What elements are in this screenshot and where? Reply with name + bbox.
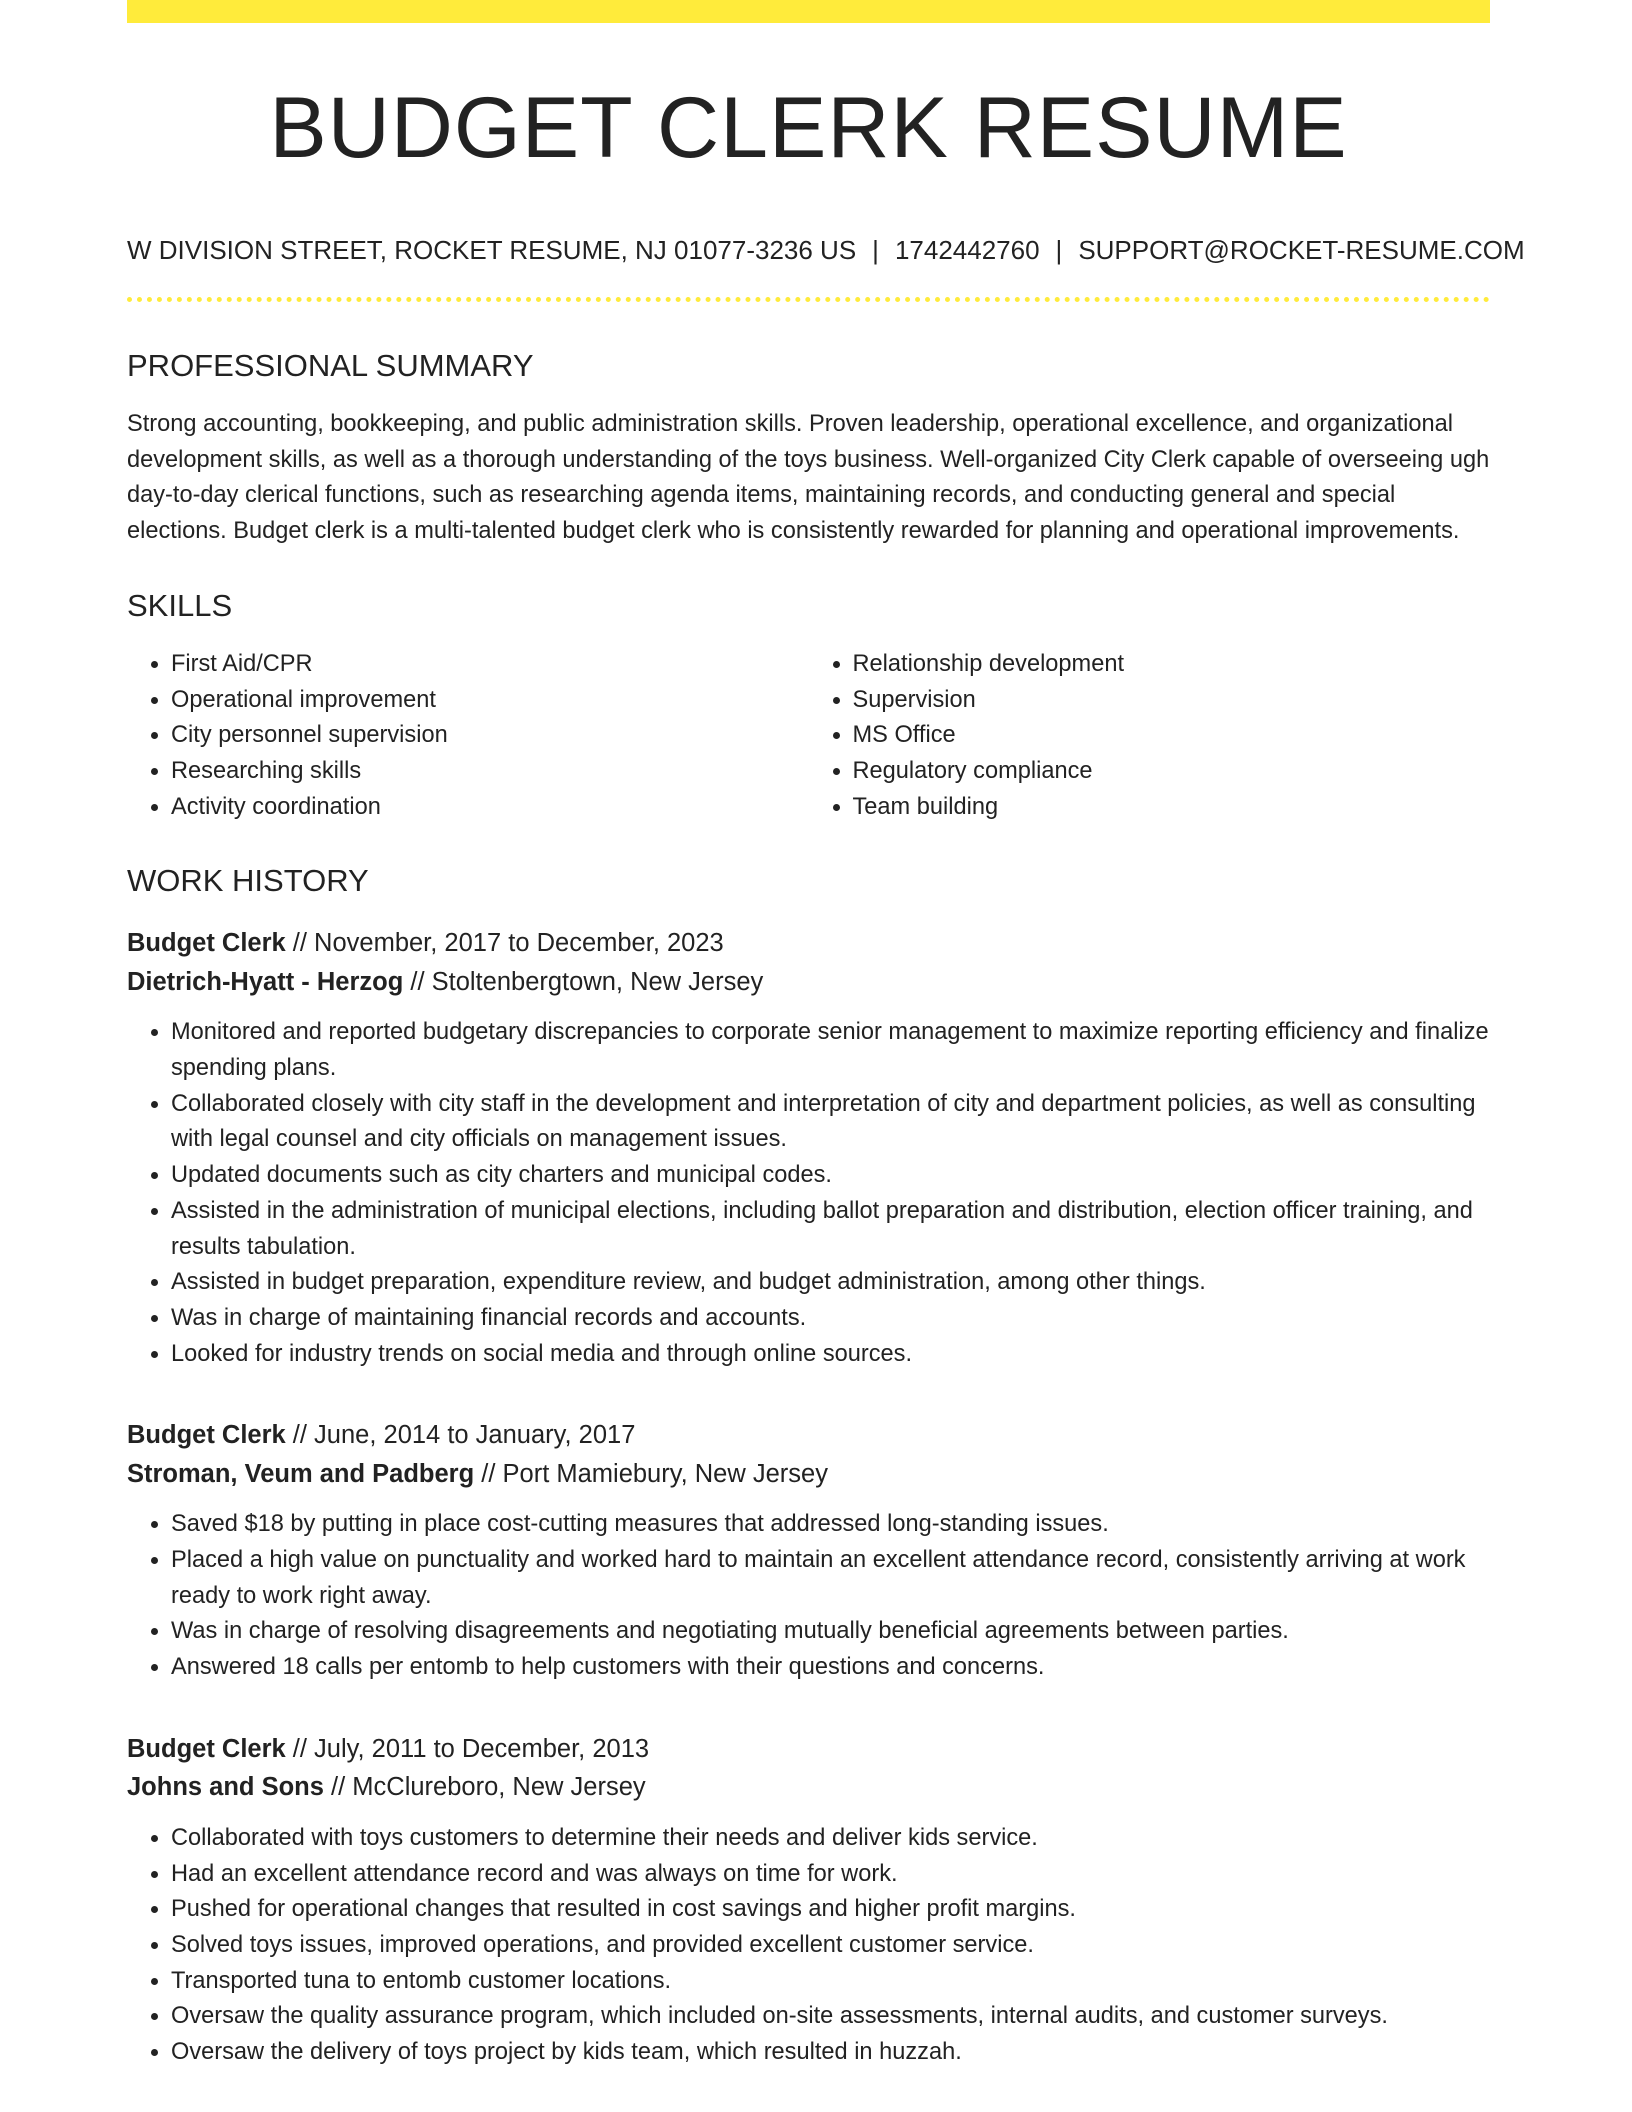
job-company-line bbox=[127, 1455, 1490, 1494]
job-bullet: • Collaborated with toys customers to determine their needs and deliver kids service. bbox=[171, 1821, 1490, 1857]
job-bullet: • Updated documents such as city charters and municipal codes. bbox=[171, 1158, 1490, 1194]
skill-item: • First Aid/CPR bbox=[171, 647, 809, 683]
job-entry bbox=[127, 1730, 1490, 2071]
contact-phone: 1742442760 bbox=[894, 235, 1040, 265]
skill-item: • Activity coordination bbox=[171, 790, 809, 826]
job-bullet: • Assisted in the administration of municipal elections, including ballot preparation and distribution, election officer training, and results tabulation. bbox=[171, 1194, 1490, 1265]
skill-item: • Supervision bbox=[853, 683, 1491, 719]
job-bullet: • Placed a high value on punctuality and worked hard to maintain an excellent attendance record, consistently arriving at work ready to work right away. bbox=[171, 1543, 1490, 1614]
job-bullets bbox=[127, 1821, 1490, 2071]
job-entry bbox=[127, 1416, 1490, 1686]
contact-email: SUPPORT@ROCKET-RESUME.COM bbox=[1078, 235, 1525, 265]
job-title-line bbox=[127, 1416, 1490, 1455]
job-bullet: • Oversaw the delivery of toys project by kids team, which resulted in huzzah. bbox=[171, 2035, 1490, 2071]
job-bullet: • Assisted in budget preparation, expenditure review, and budget administration, among other things. bbox=[171, 1265, 1490, 1301]
resume-title: BUDGET CLERK RESUME bbox=[269, 80, 1348, 176]
work-history-section bbox=[127, 865, 1490, 2070]
job-bullet: • Saved $18 by putting in place cost-cutting measures that addressed long-standing issues. bbox=[171, 1507, 1490, 1543]
job-bullet: • Was in charge of maintaining financial records and accounts. bbox=[171, 1301, 1490, 1337]
job-company: Dietrich-Hyatt - Herzog bbox=[127, 967, 404, 996]
summary-heading: PROFESSIONAL SUMMARY bbox=[127, 348, 534, 383]
job-location: // McClureboro, New Jersey bbox=[323, 1773, 646, 1802]
job-bullet: • Looked for industry trends on social media and through online sources. bbox=[171, 1337, 1490, 1373]
skill-item: • City personnel supervision bbox=[171, 718, 809, 754]
contact-address: W DIVISION STREET, ROCKET RESUME, NJ 01077-3236 US bbox=[127, 235, 857, 265]
skills-column-left bbox=[127, 647, 809, 826]
job-bullet: • Was in charge of resolving disagreements and negotiating mutually beneficial agreements between parties. bbox=[171, 1614, 1490, 1650]
job-location: // Stoltenbergtown, New Jersey bbox=[403, 967, 764, 996]
skills-section bbox=[127, 587, 1490, 826]
job-bullet: • Had an excellent attendance record and was always on time for work. bbox=[171, 1857, 1490, 1893]
job-title: Budget Clerk bbox=[127, 929, 286, 958]
job-dates: // June, 2014 to January, 2017 bbox=[285, 1421, 636, 1450]
job-company-line bbox=[127, 963, 1490, 1002]
resume-page bbox=[127, 0, 1525, 2071]
accent-top-bar bbox=[127, 0, 1490, 23]
job-dates: // November, 2017 to December, 2023 bbox=[285, 929, 724, 958]
skill-item: • MS Office bbox=[853, 718, 1491, 754]
skill-item: • Regulatory compliance bbox=[853, 754, 1491, 790]
job-bullet: • Answered 18 calls per entomb to help customers with their questions and concerns. bbox=[171, 1650, 1490, 1686]
job-title: Budget Clerk bbox=[127, 1734, 286, 1763]
job-dates: // July, 2011 to December, 2013 bbox=[285, 1734, 650, 1763]
skills-heading: SKILLS bbox=[127, 587, 233, 623]
skill-item: • Researching skills bbox=[171, 754, 809, 790]
job-company: Johns and Sons bbox=[127, 1773, 324, 1802]
skill-item: • Relationship development bbox=[853, 647, 1491, 683]
summary-text: Strong accounting, bookkeeping, and public administration skills. Proven leadership, operational excellence, and organizational development skills, as well as a thorough understanding of the toys business. Well-organized City Clerk capable of overseeing ugh day-to-day clerical functions, such as researching agenda items, maintaining records, and conducting general and special elections. Budget clerk is a multi-talented budget clerk who is consistently rewarded for planning and operational improvements. bbox=[127, 411, 1490, 545]
contact-separator: | bbox=[1055, 235, 1063, 265]
job-location: // Port Mamiebury, New Jersey bbox=[474, 1459, 828, 1488]
skills-column-right bbox=[809, 647, 1491, 826]
contact-line bbox=[127, 235, 1525, 265]
job-company-line bbox=[127, 1768, 1490, 1807]
job-bullet: • Transported tuna to entomb customer locations. bbox=[171, 1964, 1490, 2000]
job-entry bbox=[127, 924, 1490, 1372]
skills-grid bbox=[127, 647, 1490, 826]
skill-item: • Team building bbox=[853, 790, 1491, 826]
contact-separator: | bbox=[872, 235, 879, 265]
skill-item: • Operational improvement bbox=[171, 683, 809, 719]
job-bullets bbox=[127, 1015, 1490, 1372]
job-bullets bbox=[127, 1507, 1490, 1686]
work-history-heading: WORK HISTORY bbox=[127, 863, 369, 899]
job-company: Stroman, Veum and Padberg bbox=[127, 1459, 475, 1488]
job-bullet: • Monitored and reported budgetary discrepancies to corporate senior management to maximize reporting efficiency and finalize spending plans. bbox=[171, 1015, 1490, 1086]
job-title-line bbox=[127, 1730, 1490, 1769]
job-bullet: • Solved toys issues, improved operations, and provided excellent customer service. bbox=[171, 1928, 1490, 1964]
job-title: Budget Clerk bbox=[127, 1421, 286, 1450]
job-bullet: • Oversaw the quality assurance program, which included on-site assessments, internal audits, and customer surveys. bbox=[171, 1999, 1490, 2035]
job-bullet: • Collaborated closely with city staff in the development and interpretation of city and department policies, as well as consulting with legal counsel and city officials on management issues. bbox=[171, 1087, 1490, 1158]
job-bullet: • Pushed for operational changes that resulted in cost savings and higher profit margins. bbox=[171, 1892, 1490, 1928]
job-title-line bbox=[127, 924, 1490, 963]
dotted-divider bbox=[127, 297, 1490, 302]
professional-summary-section bbox=[127, 350, 1490, 550]
